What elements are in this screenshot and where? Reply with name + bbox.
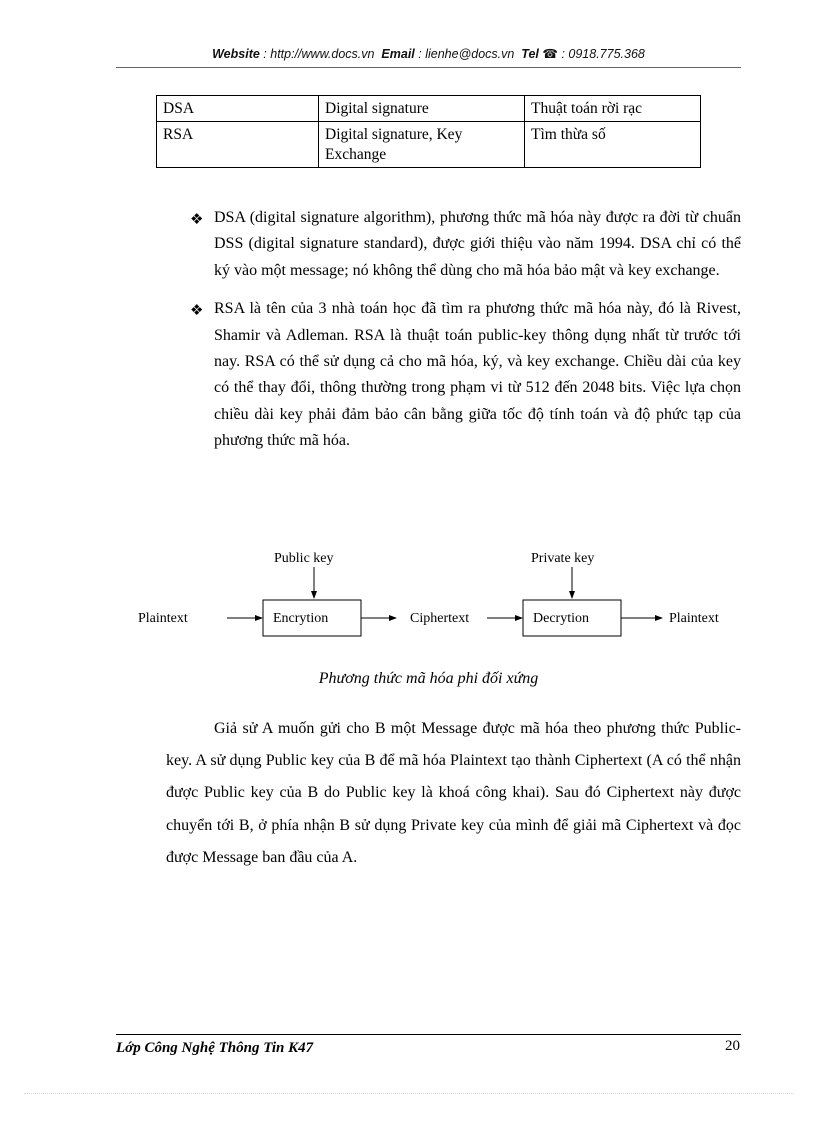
table-cell: DSA — [157, 96, 319, 122]
bullet-text: DSA (digital signature algorithm), phương thức mã hóa này được ra đời từ chuẩn DSS (digital signature standard), được giới thiệu vào năm 1994. DSA chỉ có thể ký vào một message; nó không thể dùng cho mã hóa bảo mật và key exchange. — [214, 209, 741, 279]
phone-icon: ☎ — [542, 47, 558, 61]
asymmetric-encryption-diagram — [130, 540, 740, 650]
private-key-label: Private key — [531, 551, 595, 566]
table-row — [157, 122, 701, 168]
algorithm-table — [156, 95, 701, 168]
email-label: Email — [381, 47, 415, 61]
footer-divider — [116, 1034, 741, 1035]
list-item — [190, 296, 741, 454]
bullet-text: RSA là tên của 3 nhà toán học đã tìm ra phương thức mã hóa này, đó là Rivest, Shamir và Adleman. RSA là thuật toán public-key thông dụng nhất từ trước tới nay. RSA có thể sử dụng cả cho mã hóa, ký, và key exchange. Chiều dài của key có thể thay đổi, thông thường trong phạm vi từ 512 đến 2048 bits. Việc lựa chọn chiều dài key phải đảm bảo cân bằng giữa tốc độ tính toán và độ phức tạp của phương thức mã hóa. — [214, 300, 741, 450]
ciphertext-label: Ciphertext — [410, 611, 470, 626]
bullet-list — [190, 205, 741, 467]
header-divider — [116, 67, 741, 68]
decryption-label: Decrytion — [533, 611, 589, 626]
website-label: Website — [212, 47, 260, 61]
table-cell: Thuật toán rời rạc — [525, 96, 701, 122]
diamond-bullet-icon: ❖ — [190, 210, 204, 228]
table-cell: RSA — [157, 122, 319, 168]
tel-value: : 0918.775.368 — [561, 47, 645, 61]
figure-caption: Phương thức mã hóa phi đối xứng — [318, 670, 539, 687]
table-cell: Digital signature — [319, 96, 525, 122]
body-paragraph: Giả sử A muốn gửi cho B một Message được mã hóa theo phương thức Public-key. A sử dụng Public key của B để mã hóa Plaintext tạo thành Ciphertext (A có thể nhận được Public key của B do Public key là khoá công khai). Sau đó Ciphertext này được chuyển tới B, ở phía nhận B sử dụng Private key của mình để giải mã Ciphertext và đọc được Message ban đầu của A. — [166, 720, 741, 866]
plaintext-output-label: Plaintext — [669, 611, 719, 626]
table-row — [157, 96, 701, 122]
table-cell: Digital signature, Key Exchange — [319, 122, 525, 168]
diamond-bullet-icon: ❖ — [190, 301, 204, 320]
page-bottom-border — [24, 1093, 794, 1094]
encryption-label: Encrytion — [273, 611, 329, 626]
footer-class-name: Lớp Công Nghệ Thông Tin K47 — [116, 1040, 314, 1056]
public-key-label: Public key — [274, 551, 334, 566]
email-value: : lienhe@docs.vn — [418, 47, 515, 61]
plaintext-input-label: Plaintext — [138, 611, 188, 626]
page-header — [116, 46, 741, 61]
website-value: : http://www.docs.vn — [263, 47, 375, 61]
table-cell: Tìm thừa số — [525, 122, 701, 168]
list-item — [190, 205, 741, 284]
page-number: 20 — [725, 1038, 740, 1054]
tel-label: Tel — [521, 47, 539, 61]
